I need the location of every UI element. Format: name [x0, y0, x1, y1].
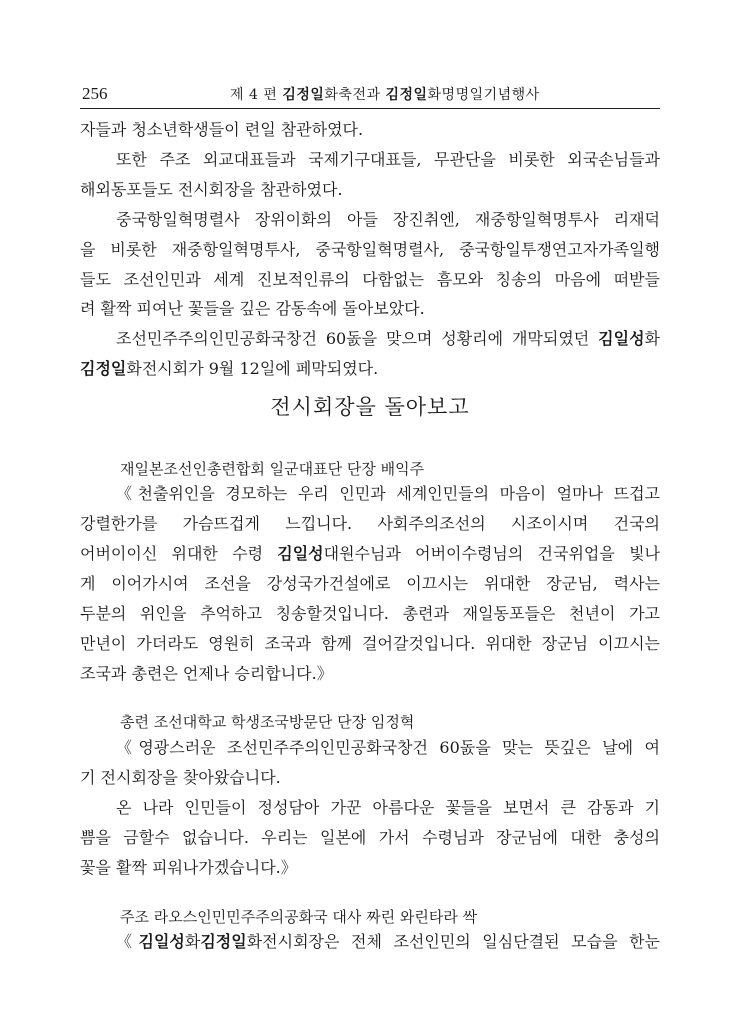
- paragraph-line: 들도 조선인민과 세계 진보적인류의 다함없는 흠모와 칭송의 마음에 떠받들: [80, 270, 660, 289]
- quote-line: 쁨을 금할수 없습니다. 우리는 일본에 가서 수령님과 장군님에 대한 충성의: [80, 828, 660, 847]
- running-header: [80, 78, 660, 109]
- speaker-name: 주조 라오스인민민주주의공화국 대사 짜린 와린타라 싹: [120, 908, 478, 926]
- paragraph-line: 또한 주조 외교대표들과 국제기구대표들, 무관단을 비롯한 외국손님들과: [116, 150, 660, 169]
- quote-line: 만년이 가더라도 영원히 조국과 함께 걸어갈것입니다. 위대한 장군님 이끄시는: [80, 634, 660, 653]
- quote-line: 《영광스러운 조선민주주의인민공화국창건 60돐을 맞는 뜻깊은 날에 여: [116, 738, 660, 757]
- running-title: 제 4 편 김정일화축전과 김정일화명명일기념행사: [230, 87, 540, 103]
- quote-line: 온 나라 인민들이 정성담아 가꾼 아름다운 꽃들을 보면서 큰 감동과 기: [116, 798, 660, 817]
- quote-line: 게 이어가시여 조선을 강성국가건설에로 이끄시는 위대한 장군님, 력사는: [80, 574, 660, 593]
- quote-line: 《김일성화김정일화전시회장은 전체 조선인민의 일심단결된 모습을 한눈: [116, 932, 660, 951]
- quote-line: 강렬한가를 가슴뜨겁게 느낍니다. 사회주의조선의 시조이시며 건국의: [80, 514, 660, 533]
- speaker-name: 총련 조선대학교 학생조국방문단 단장 임정혁: [120, 713, 415, 731]
- paragraph-line: 김정일화전시회가 9월 12일에 페막되였다.: [80, 359, 379, 378]
- paragraph-line: 해외동포들도 전시회장을 참관하였다.: [80, 180, 343, 199]
- quote-line: 꽃을 활짝 피워나가겠습니다.》: [80, 858, 297, 877]
- quote-line: 어버이이신 위대한 수령 김일성대원수님과 어버이수령님의 건국위업을 빛나: [80, 544, 660, 563]
- section-title: 전시회장을 돌아보고: [270, 395, 470, 419]
- speaker-name: 재일본조선인총련합회 일군대표단 단장 배익주: [120, 460, 425, 478]
- paragraph-line: 자들과 청소년학생들이 련일 참관하였다.: [80, 120, 364, 139]
- paragraph-line: 조선민주주의인민공화국창건 60돐을 맞으며 성황리에 개막되였던 김일성화: [116, 329, 660, 348]
- quote-line: 조국과 총련은 언제나 승리합니다.》: [80, 664, 333, 683]
- quote-line: 두분의 위인을 추억하고 칭송할것입니다. 총련과 재일동포들은 천년이 가고: [80, 604, 660, 623]
- page-number: 256: [82, 84, 108, 103]
- paragraph-line: 을 비롯한 재중항일혁명투사, 중국항일혁명렬사, 중국항일투쟁연고자가족일행: [80, 240, 660, 259]
- paragraph-line: 중국항일혁명렬사 장위이화의 아들 장진취엔, 재중항일혁명투사 리재덕: [116, 210, 660, 229]
- paragraph-line: 려 활짝 피여난 꽃들을 깊은 감동속에 돌아보았다.: [80, 299, 425, 318]
- quote-line: 《천출위인을 경모하는 우리 인민과 세계인민들의 마음이 얼마나 뜨겁고: [116, 484, 660, 503]
- quote-line: 기 전시회장을 찾아왔습니다.: [80, 768, 281, 787]
